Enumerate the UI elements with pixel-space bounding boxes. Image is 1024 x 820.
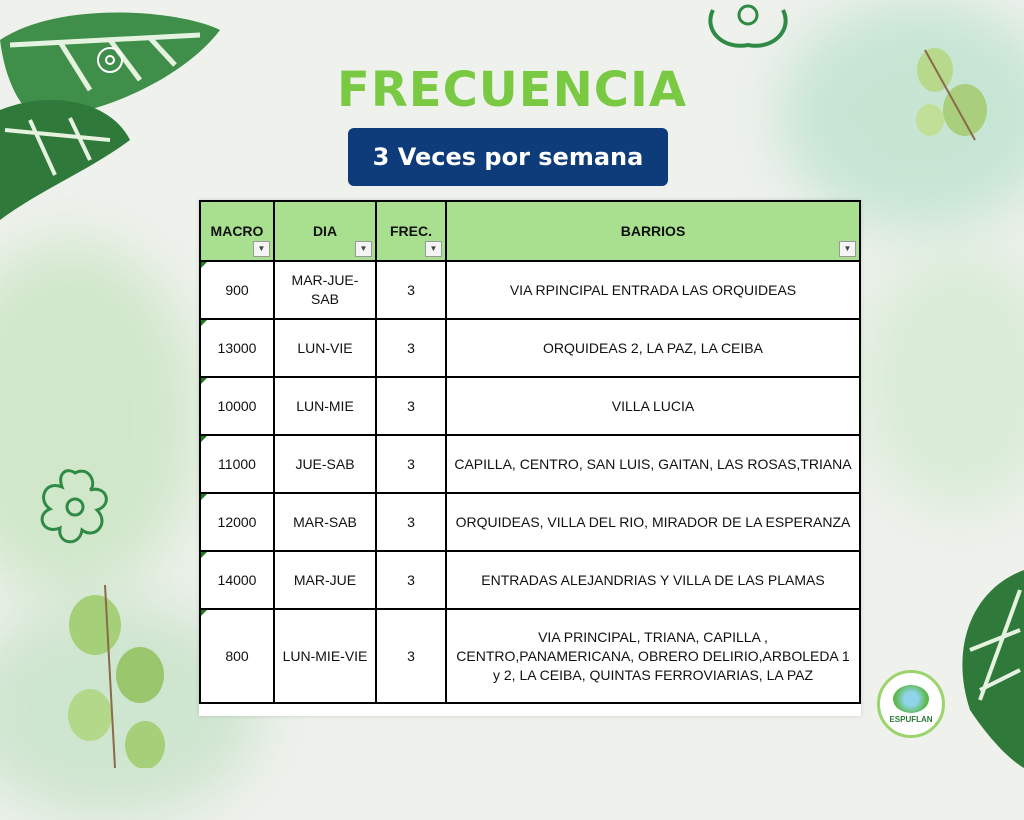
cell-text: 14000 [217, 571, 257, 588]
cell-barrios: VILLA LUCIA [446, 377, 860, 435]
table-row [200, 377, 860, 435]
cell-barrios: ORQUIDEAS, VILLA DEL RIO, MIRADOR DE LA ESPERANZA [446, 493, 860, 551]
cell-text: 12000 [217, 513, 257, 530]
frequency-table [199, 200, 861, 716]
cell-macro [200, 609, 274, 703]
cell-macro [200, 551, 274, 609]
table-row [200, 435, 860, 493]
cell-frec: 3 [376, 493, 446, 551]
header-macro [200, 201, 274, 261]
cell-frec: 3 [376, 551, 446, 609]
filter-dropdown-icon[interactable]: ▼ [253, 241, 270, 257]
page-title: FRECUENCIA [337, 62, 687, 118]
cell-barrios: VIA RPINCIPAL ENTRADA LAS ORQUIDEAS [446, 261, 860, 319]
recycle-globe-icon [893, 685, 929, 713]
cell-macro [200, 319, 274, 377]
cell-macro [200, 261, 274, 319]
cell-macro [200, 435, 274, 493]
filter-active-icon[interactable]: ▼ [425, 241, 442, 257]
subtitle-text: 3 Veces por semana [372, 143, 644, 171]
table-row [200, 609, 860, 703]
frequency-table-grid [199, 200, 861, 704]
header-label: BARRIOS [620, 223, 686, 239]
cell-barrios: ORQUIDEAS 2, LA PAZ, LA CEIBA [446, 319, 860, 377]
cell-frec: 3 [376, 377, 446, 435]
filter-dropdown-icon[interactable]: ▼ [839, 241, 856, 257]
cell-macro [200, 493, 274, 551]
comment-indicator-icon [201, 494, 207, 500]
cell-text: 800 [225, 647, 249, 664]
cell-dia: LUN-MIE-VIE [274, 609, 376, 703]
header-barrios [446, 201, 860, 261]
table-row [200, 261, 860, 319]
cell-dia: LUN-MIE [274, 377, 376, 435]
cell-text: 11000 [218, 455, 256, 472]
flower-outline-icon [35, 465, 115, 550]
table-header-row [200, 201, 860, 261]
cell-dia: JUE-SAB [274, 435, 376, 493]
comment-indicator-icon [201, 320, 207, 326]
cell-text: 10000 [217, 397, 257, 414]
cell-barrios: VIA PRINCIPAL, TRIANA, CAPILLA , CENTRO,PANAMERICANA, OBRERO DELIRIO,ARBOLEDA 1 y 2, LA CEIBA, QUINTAS FERROVIARIAS, LA PAZ [446, 609, 860, 703]
cell-frec: 3 [376, 609, 446, 703]
cell-frec: 3 [376, 261, 446, 319]
comment-indicator-icon [201, 610, 207, 616]
header-label: FREC. [390, 223, 432, 239]
cell-dia: MAR-JUE-SAB [274, 261, 376, 319]
comment-indicator-icon [201, 262, 207, 268]
header-dia [274, 201, 376, 261]
cell-barrios: CAPILLA, CENTRO, SAN LUIS, GAITAN, LAS ROSAS,TRIANA [446, 435, 860, 493]
cell-text: 900 [225, 281, 249, 298]
cell-dia: LUN-VIE [274, 319, 376, 377]
eucalyptus-leaves-icon [55, 585, 185, 768]
table-row [200, 551, 860, 609]
monstera-leaf-icon [910, 560, 1024, 768]
cell-macro [200, 377, 274, 435]
cell-frec: 3 [376, 319, 446, 377]
table-row [200, 493, 860, 551]
cell-frec: 3 [376, 435, 446, 493]
cell-text: 13000 [217, 339, 257, 356]
header-label: MACRO [210, 223, 264, 239]
cell-dia: MAR-JUE [274, 551, 376, 609]
header-label: DIA [312, 223, 338, 239]
flower-outline-icon [693, 0, 803, 55]
espuflan-logo [877, 670, 945, 738]
green-watercolor-wash [860, 250, 1024, 510]
logo-text: ESPUFLAN [889, 714, 933, 724]
subtitle-banner [348, 128, 668, 186]
table-row [200, 319, 860, 377]
filter-dropdown-icon[interactable]: ▼ [355, 241, 372, 257]
comment-indicator-icon [201, 552, 207, 558]
header-frec [376, 201, 446, 261]
comment-indicator-icon [201, 378, 207, 384]
cell-dia: MAR-SAB [274, 493, 376, 551]
cell-barrios: ENTRADAS ALEJANDRIAS Y VILLA DE LAS PLAMAS [446, 551, 860, 609]
comment-indicator-icon [201, 436, 207, 442]
